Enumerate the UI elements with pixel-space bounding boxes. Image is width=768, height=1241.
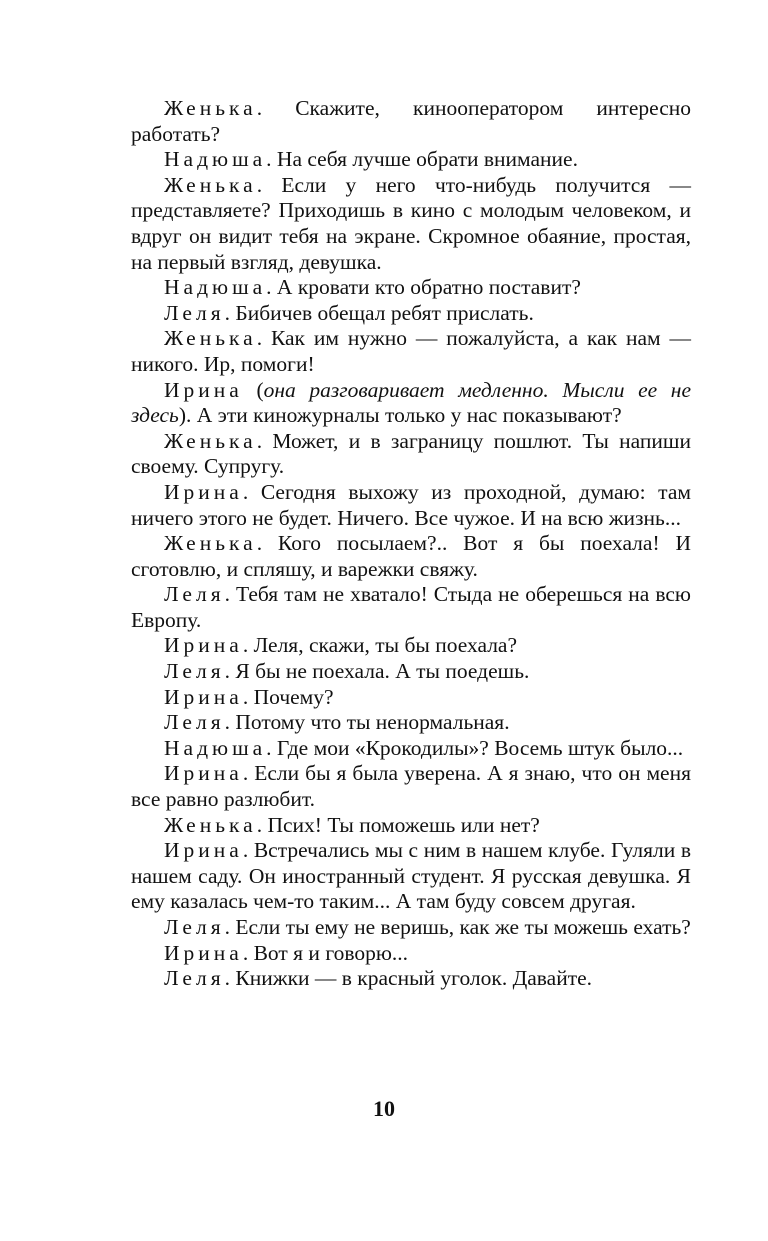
line-text: . Скажите, кинооператором интересно работать? (131, 96, 691, 146)
line-text: . Тебя там не хватало! Стыда не оберешься на всю Европу. (131, 582, 691, 632)
line-text: . Если у него что-нибудь получится — представляете? Приходишь в кино с молодым человеком, и вдруг он видит тебя на экране. Скромное обаяние, простая, на первый взгляд, девушка. (131, 172, 691, 274)
speaker-name: Надюша (164, 147, 267, 172)
speaker-name: Леля (164, 659, 225, 684)
dialogue-line (131, 582, 691, 633)
speaker-name: Ирина (164, 838, 243, 863)
dialogue-line (131, 480, 691, 531)
line-text: . Псих! Ты поможешь или нет? (256, 812, 540, 837)
speaker-name: Надюша (164, 275, 267, 300)
dialogue-line (131, 710, 691, 736)
line-text: . Книжки — в красный уголок. Давайте. (224, 966, 593, 991)
line-text: . Я бы не поехала. А ты поедешь. (224, 659, 530, 684)
speaker-name: Женька (164, 428, 257, 453)
line-text: . Леля, скажи, ты бы поехала? (242, 633, 518, 658)
line-text: . Встречались мы с ним в нашем клубе. Гуляли в нашем саду. Он иностранный студент. Я русская девушка. Я ему казалась чем-то таким... А там буду совсем другая. (131, 838, 691, 914)
dialogue-line (131, 941, 691, 967)
dialogue-line (131, 736, 691, 762)
dialogue-line (131, 838, 691, 915)
dialogue-line (131, 633, 691, 659)
speaker-name: Женька (164, 326, 257, 351)
line-text: . Кого посылаем?.. Вот я бы поехала! И сготовлю, и спляшу, и варежки свяжу. (131, 531, 691, 581)
speaker-name: Ирина (164, 377, 243, 402)
dialogue-line (131, 761, 691, 812)
dialogue-line (131, 685, 691, 711)
line-text: . Где мои «Крокодилы»? Восемь штук было... (266, 735, 684, 760)
speaker-name: Женька (164, 96, 257, 120)
line-text: . Почему? (242, 684, 334, 709)
speaker-name: Ирина (164, 633, 243, 658)
speaker-name: Женька (164, 531, 257, 556)
line-text: . Может, и в заграницу пошлют. Ты напиши своему. Супругу. (131, 428, 691, 479)
dialogue-line (131, 326, 691, 377)
speaker-name: Леля (164, 300, 225, 325)
dialogue-line (131, 96, 691, 147)
dialogue-line (131, 915, 691, 941)
line-text: . А кровати кто обратно поставит? (266, 275, 581, 300)
speaker-name: Леля (164, 582, 225, 607)
dialogue-line (131, 429, 691, 480)
line-text: . Бибичев обещал ребят прислать. (224, 300, 534, 325)
dialogue-line (131, 275, 691, 301)
dialogue-line (131, 966, 691, 992)
dialogue-line (131, 301, 691, 327)
line-text: . А эти киножурналы только у нас показывают? (186, 403, 622, 428)
dialogue-line (131, 531, 691, 582)
page-body (131, 96, 691, 992)
line-text: . Если бы я была уверена. А я знаю, что он меня все равно разлюбит. (131, 761, 691, 812)
line-text: . На себя лучше обрати внимание. (266, 147, 578, 172)
speaker-name: Леля (164, 915, 225, 939)
speaker-name: Ирина (164, 684, 243, 709)
speaker-name: Ирина (164, 940, 243, 965)
speaker-name: Ирина (164, 479, 243, 504)
dialogue-line (131, 813, 691, 839)
speaker-name: Женька (164, 172, 257, 197)
speaker-name: Ирина (164, 761, 243, 786)
dialogue-line (131, 659, 691, 685)
line-text: . Если ты ему не веришь, как же ты можешь ехать? (224, 915, 691, 939)
dialogue-line: Ирина (она разговаривает медленно. Мысли ее не здесь). А эти киножурналы только у нас показывают? (131, 377, 691, 428)
page-number: 10 (373, 1096, 395, 1121)
dialogue-line (131, 173, 691, 275)
line-text: . Как им нужно — пожалуйста, а как нам — никого. Ир, помоги! (131, 326, 691, 376)
speaker-name: Женька (164, 812, 257, 837)
speaker-name: Леля (164, 966, 225, 991)
speaker-name: Леля (164, 710, 225, 735)
stage-direction: она разговаривает медленно. Мысли ее не здесь (131, 377, 691, 428)
line-text: . Потому что ты ненормальная. (224, 710, 510, 735)
dialogue-line (131, 147, 691, 173)
line-text: . Вот я и говорю... (242, 940, 409, 965)
speaker-name: Надюша (164, 735, 267, 760)
line-text: . Сегодня выхожу из проходной, думаю: там ничего этого не будет. Ничего. Все чужое. И на всю жизнь... (131, 479, 691, 530)
